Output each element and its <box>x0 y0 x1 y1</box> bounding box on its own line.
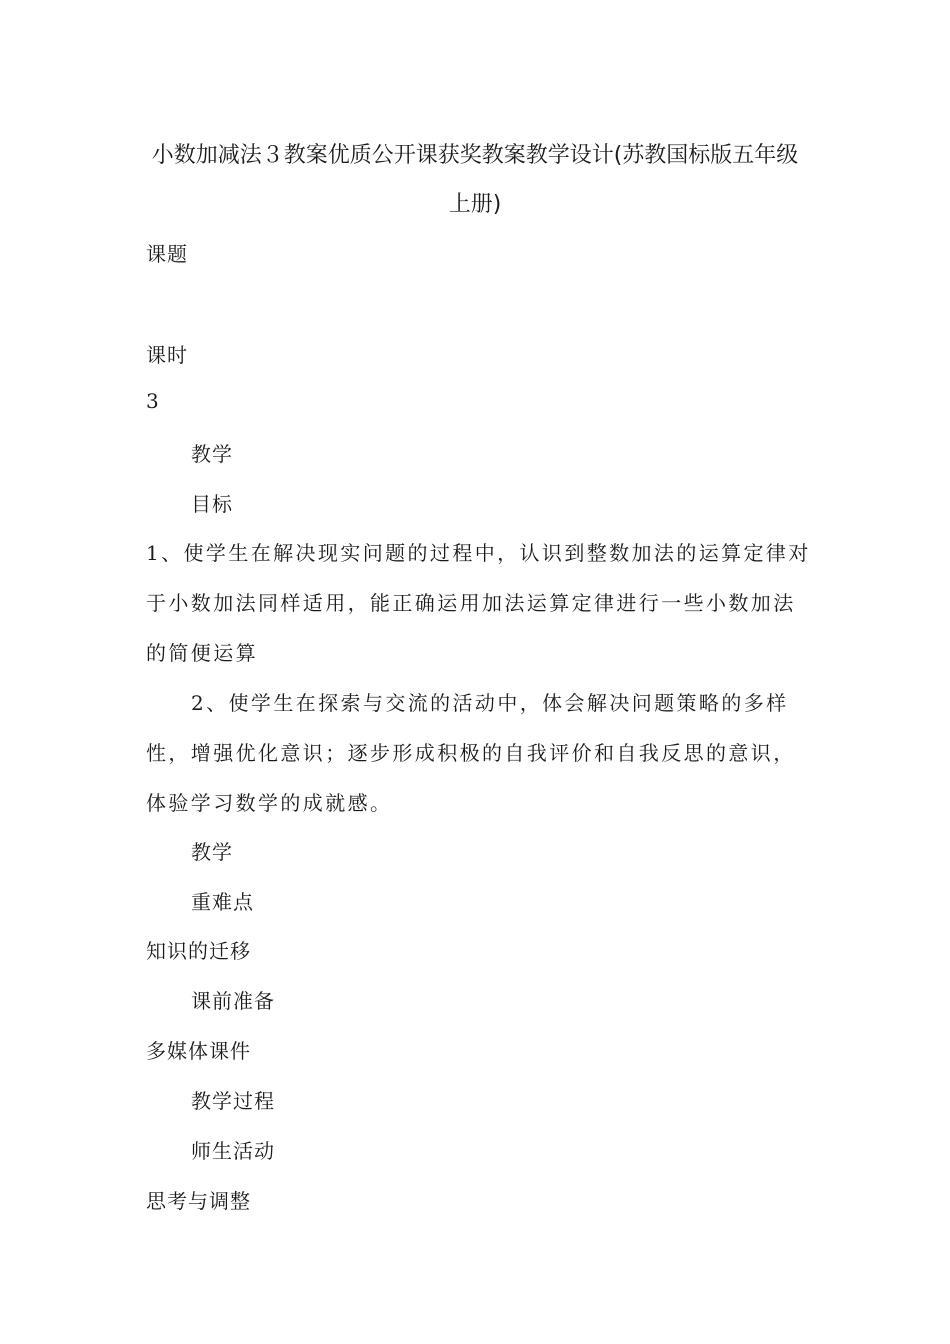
objective-2-line-2: 性，增强优化意识；逐步形成积极的自我评价和自我反思的意识， <box>146 741 796 765</box>
keypoint-label-line-1: 教学 <box>191 840 233 864</box>
objective-1-line-1: 1、使学生在解决现实问题的过程中，认识到整数加法的运算定律对 <box>146 541 811 565</box>
period-label: 课时 <box>146 343 188 367</box>
objective-2-line-1: 2、使学生在探索与交流的活动中，体会解决问题策略的多样 <box>191 691 789 715</box>
topic-label: 课题 <box>146 242 188 266</box>
activity-label: 师生活动 <box>191 1139 275 1163</box>
keypoint-value: 知识的迁移 <box>146 939 251 963</box>
objective-label-line-2: 目标 <box>191 492 233 516</box>
document-title-line-1: 小数加减法３教案优质公开课获奖教案教学设计(苏教国标版五年级 <box>151 143 799 168</box>
objective-1-line-2: 于小数加法同样适用，能正确运用加法运算定律进行一些小数加法 <box>146 591 796 615</box>
document-title-line-2: 上册) <box>448 192 502 217</box>
keypoint-label-line-2: 重难点 <box>191 890 254 914</box>
objective-label-line-1: 教学 <box>191 442 233 466</box>
period-value: 3 <box>146 389 160 413</box>
reflection-label: 思考与调整 <box>146 1189 251 1213</box>
objective-1-line-3: 的简便运算 <box>146 641 258 665</box>
process-label: 教学过程 <box>191 1089 275 1113</box>
prep-value: 多媒体课件 <box>146 1039 251 1063</box>
prep-label: 课前准备 <box>191 989 275 1013</box>
objective-2-line-3: 体验学习数学的成就感。 <box>146 791 393 815</box>
